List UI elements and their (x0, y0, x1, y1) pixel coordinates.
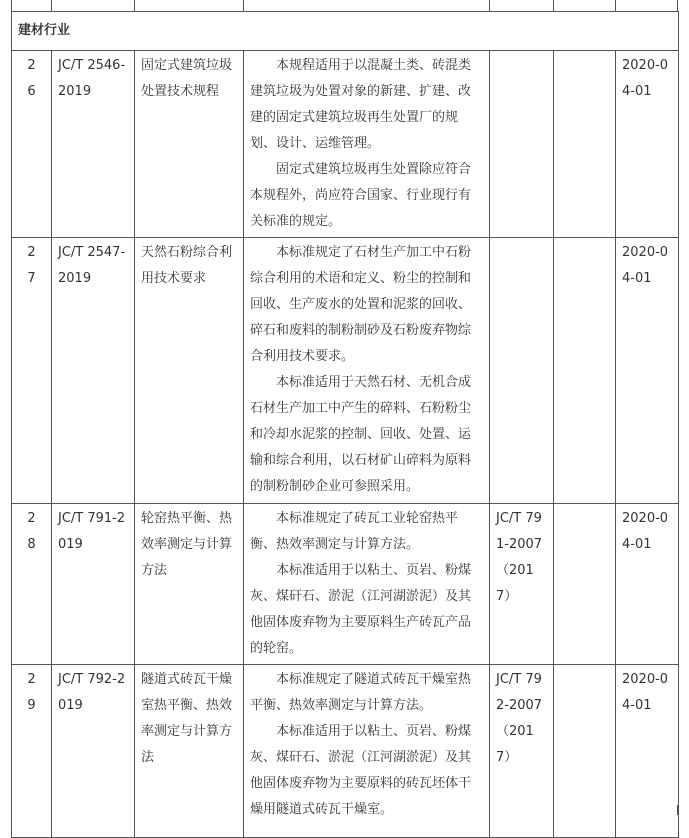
standard-name: 固定式建筑垃圾处置技术规程 (135, 51, 244, 238)
standard-name: 轮窑热平衡、热效率测定与计算方法 (135, 504, 244, 665)
table-row (12, 51, 679, 238)
description-paragraph: 本标准适用于以粘土、页岩、粉煤灰、煤矸石、淤泥（江河湖淤泥）及其他固体废弃物为主要原料生产砖瓦产品的轮窑。 (250, 563, 472, 656)
replaced-standard (490, 51, 554, 238)
row-index-digit: 2 (27, 245, 36, 260)
description-paragraph: 本标准适用于天然石材、无机合成石材生产加工中产生的碎料、石粉粉尘和冷却水泥浆的控制、回收、处置、运输和综合利用，以石材矿山碎料为原料的制粉制砂企业可参照采用。 (250, 375, 472, 494)
description-paragraph: 本标准规定了砖瓦工业轮窑热平衡、热效率测定与计算方法。 (250, 511, 459, 552)
description-paragraph: 本规程适用于以混凝土类、砖混类建筑垃圾为处置对象的新建、扩建、改建的固定式建筑垃圾再生处置厂的规划、设计、运维管理。 (250, 58, 472, 151)
implementation-date: 2020-04-01 (616, 51, 679, 238)
implementation-date: 2020-04-01 (616, 504, 679, 665)
row-index-digit: 8 (27, 537, 36, 552)
table-row (12, 238, 679, 504)
description-paragraph: 本标准适用于以粘土、页岩、粉煤灰、煤矸石、淤泥（江河湖淤泥）及其他固体废弃物为主要原料的砖瓦坯体干燥用隧道式砖瓦干燥室。 (250, 724, 472, 817)
description-paragraph: 固定式建筑垃圾再生处置除应符合本规程外，尚应符合国家、行业现行有关标准的规定。 (250, 162, 472, 229)
row-index (12, 51, 52, 238)
adopted-standard (554, 51, 616, 238)
row-index (12, 238, 52, 504)
adopted-standard (554, 238, 616, 504)
table-row (12, 504, 679, 665)
row-index-digit: 6 (27, 84, 36, 99)
standard-code: JC/T 792-2019 (52, 665, 135, 838)
category-title: 建材行业 (12, 12, 679, 51)
standard-description (244, 51, 490, 238)
row-index-digit: 2 (27, 58, 36, 73)
replaced-standard (490, 238, 554, 504)
description-paragraph: 本标准规定了隧道式砖瓦干燥室热平衡、热效率测定与计算方法。 (250, 672, 472, 713)
previous-row-stub (11, 0, 678, 11)
next-row-stub (11, 805, 678, 815)
row-index (12, 504, 52, 665)
standard-name: 隧道式砖瓦干燥室热平衡、热效率测定与计算方法 (135, 665, 244, 838)
standard-description (244, 504, 490, 665)
standard-code: JC/T 2547-2019 (52, 238, 135, 504)
row-index-digit: 7 (27, 271, 36, 286)
standard-name: 天然石粉综合利用技术要求 (135, 238, 244, 504)
category-row (12, 12, 679, 51)
standard-code: JC/T 791-2019 (52, 504, 135, 665)
description-paragraph: 本标准规定了石材生产加工中石粉综合利用的术语和定义、粉尘的控制和回收、生产废水的处置和泥浆的回收、碎石和废料的制粉制砂及石粉废弃物综合利用技术要求。 (250, 245, 472, 364)
row-index-digit: 9 (27, 698, 36, 713)
standards-table (11, 11, 679, 838)
standard-description (244, 238, 490, 504)
implementation-date: 2020-04-01 (616, 238, 679, 504)
standard-code: JC/T 2546-2019 (52, 51, 135, 238)
implementation-date: 2020-04-01 (616, 665, 679, 838)
replaced-standard: JC/T 791-2007（2017） (490, 504, 554, 665)
adopted-standard (554, 504, 616, 665)
row-index-digit: 2 (27, 511, 36, 526)
replaced-standard: JC/T 792-2007（2017） (490, 665, 554, 838)
row-index-digit: 2 (27, 672, 36, 687)
